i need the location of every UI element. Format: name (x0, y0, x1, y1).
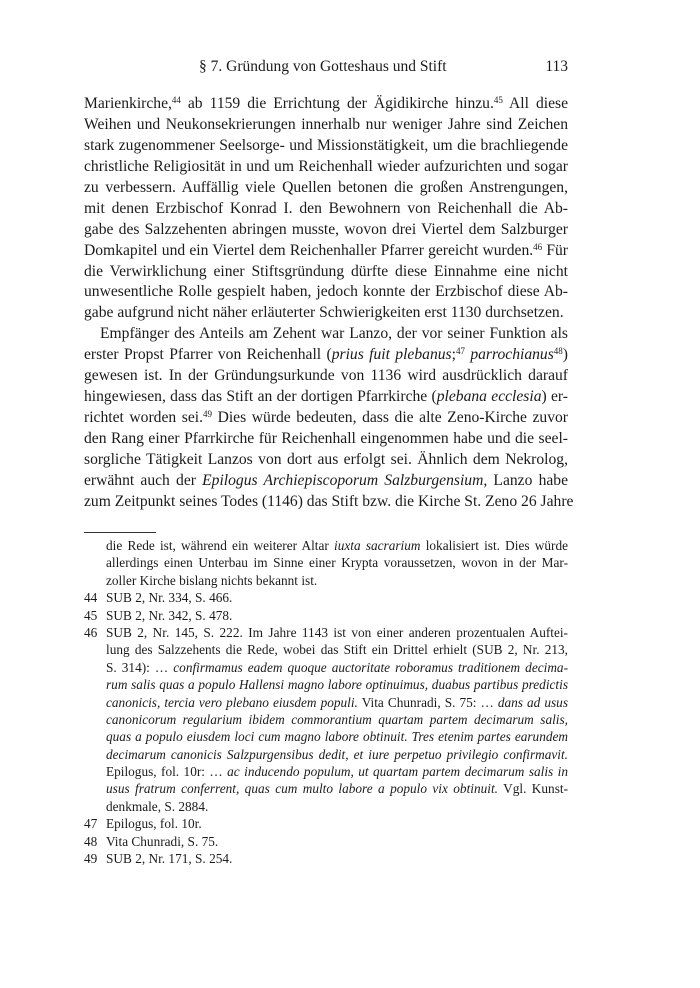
footnote-line: SUB 2, Nr. 334, S. 466. (106, 590, 233, 606)
footnote-line: die Rede ist, während ein weiterer Altar iuxta sacrarium lokalisiert ist. Dies würde (106, 538, 568, 553)
footnote-line: SUB 2, Nr. 145, S. 222. Im Jahre 1143 ist von einer anderen prozentualen Auftei- (106, 624, 568, 640)
footnote-rule (84, 532, 156, 533)
footnote-line: usus fratrum conferrent, quas cum multo labore a populo vix obtinuit. Vgl. Kunst- (106, 781, 568, 797)
footnote-48 (84, 833, 568, 850)
footnote-line: canonicorum regularium ibidem commorantium quartam partem decimarum salis, (106, 711, 568, 727)
footnote-49 (84, 850, 568, 867)
body-line: sorgliche Tätigkeit Lanzos von dort aus erfolgt sei. Ähnlich dem Nekrolog, (84, 450, 568, 468)
body-line: Marienkirche,$^{44}$ ab 1159 die Errichtung der Ägidikirche hinzu.$^{45}$ All diese (84, 95, 568, 112)
footnote-line: zoller Kirche bislang nichts bekannt ist. (106, 572, 318, 588)
footnote-line: canonicis, tercia vero plebano eiusdem populi. Vita Chunradi, S. 75: … dans ad usus (106, 694, 568, 710)
body-line: gewesen ist. In der Gründungsurkunde von 1136 wird ausdrücklich darauf (84, 367, 568, 385)
footnote-line: decimarum canonicis Salzpurgensibus dedit, et iure perpetuo privilegio confirmavit. (106, 746, 568, 762)
footnote-line: Epilogus, fol. 10r: … ac inducendo populum, ut quartam partem decimarum salis in (106, 764, 568, 780)
footnote-line: Vita Chunradi, S. 75. (106, 833, 219, 849)
footnote-line: quas a populo eiusdem loci cum magno labore obtinuit. Tres etenim partes earundem (106, 729, 568, 745)
footnote-number: 48 (84, 833, 98, 849)
footnote-line: lung des Salzzehents die Rede, wobei das Stift ein Drittel erhielt (SUB 2, Nr. 213, (106, 642, 568, 658)
footnote-number: 45 (84, 607, 98, 623)
body-line: unwesentliche Rolle gespielt haben, jedoch konnte der Erzbischof diese Ab- (84, 283, 568, 301)
footnote-number: 49 (84, 851, 98, 867)
footnote-number: 44 (84, 590, 98, 606)
body-line: Domkapitel und ein Viertel dem Reichenhaller Pfarrer gereicht wurden.$^{46}$ Für (84, 241, 568, 259)
footnote-continuation (84, 537, 568, 589)
footnote-line: SUB 2, Nr. 342, S. 478. (106, 607, 233, 623)
body-line: christliche Religiosität in und um Reichenhall wieder aufzurichten und sogar (84, 157, 568, 175)
body-line: stark zugenommener Seelsorge- und Missionstätigkeit, um die brachliegende (84, 136, 568, 154)
body-line: mit denen Erzbischof Konrad I. den Bewohnern von Reichenhall die Ab- (84, 199, 568, 217)
footnote-44 (84, 589, 568, 606)
footnote-line: allerdings einen Unterbau im Sinne einer Krypta voraussetzen, wovon in der Mar- (106, 555, 568, 571)
footnote-line: Epilogus, fol. 10r. (106, 816, 202, 832)
footnote-number: 47 (84, 816, 98, 832)
body-line: gabe aufgrund nicht näher erläuterter Schwierigkeiten erst 1130 durchsetzen. (84, 304, 564, 322)
body-line: zum Zeitpunkt seines Todes (1146) das Stift bzw. die Kirche St. Zeno 26 Jahre (84, 492, 574, 510)
running-head (0, 58, 700, 82)
body-line: erwähnt auch der Epilogus Archiepiscoporum Salzburgensium, Lanzo habe (84, 471, 569, 489)
body-line: richtet worden sei.$^{49}$ Dies würde bedeuten, dass die alte Zeno-Kirche zuvor (84, 409, 568, 427)
body-line: Empfänger des Anteils am Zehent war Lanzo, der vor seiner Funktion als (100, 325, 568, 343)
footnote-line: S. 314): … confirmamus eadem quoque auctoritate roboramus traditionem decima- (106, 659, 568, 675)
main-text (84, 94, 574, 513)
footnote-line: rum salis quas a populo Hallensi magno labore optinuimus, duabus partibus predictis (106, 677, 568, 693)
body-line: erster Propst Pfarrer von Reichenhall (prius fuit plebanus;$^{47}$ parrochianus$^{48}$) (84, 346, 568, 364)
body-line: die Verwirklichung einer Stiftsgründung dürfte diese Einnahme eine nicht (84, 262, 568, 280)
page-number: 113 (545, 58, 568, 75)
body-line: Weihen und Neukonsekrierungen innerhalb nur weniger Jahre sind Zeichen (84, 115, 568, 133)
footnote-number: 46 (84, 624, 98, 640)
body-line: zu verbessern. Auffällig viele Quellen betonen die großen Anstrengungen, (84, 178, 568, 196)
footnote-46 (84, 624, 568, 815)
body-line: den Rang einer Pfarrkirche für Reichenhall eingenommen habe und die seel- (84, 430, 568, 447)
footnote-47 (84, 815, 568, 832)
footnote-line: SUB 2, Nr. 171, S. 254. (106, 851, 233, 867)
footnote-45 (84, 607, 568, 624)
body-line: gabe des Salzzehenten abringen musste, wovon drei Viertel dem Salzburger (84, 220, 568, 238)
footnotes (84, 537, 568, 867)
body-line: hingewiesen, dass das Stift an der dortigen Pfarrkirche (plebana ecclesia) er- (84, 388, 568, 406)
running-head-title: § 7. Gründung von Gotteshaus und Stift (199, 58, 447, 75)
footnote-line: denkmale, S. 2884. (106, 798, 209, 814)
